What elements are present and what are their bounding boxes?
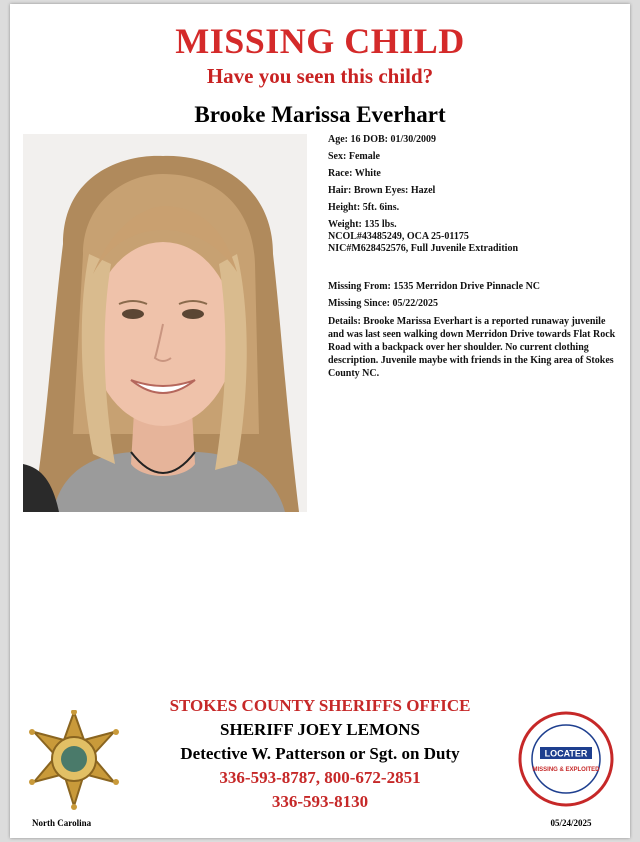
spacer <box>328 255 618 281</box>
flyer-title: MISSING CHILD <box>175 21 465 61</box>
detail-description: Details: Brooke Marissa Everhart is a reported runaway juvenile and was last seen walking down Merridon Drive towards Flat Rock Road with a backpack over her shoulder. No current clothing description. Juvenile maybe with friends in the King area of Stokes County NC. <box>328 316 616 379</box>
detective-contact: Detective W. Patterson or Sgt. on Duty <box>180 744 460 763</box>
details-panel <box>328 134 618 386</box>
detail-weight: Weight: 135 lbs. <box>328 219 397 230</box>
sheriff-badge-icon <box>26 710 122 810</box>
detail-nic: NIC#M628452576, Full Juvenile Extradition <box>328 243 519 254</box>
detail-height: Height: 5ft. 6ins. <box>328 202 400 213</box>
flyer-subtitle: Have you seen this child? <box>206 64 434 88</box>
sheriff-office: STOKES COUNTY SHERIFFS OFFICE <box>169 696 471 715</box>
phone-numbers: 336-593-8787, 800-672-2851 <box>219 768 421 787</box>
child-name: Brooke Marissa Everhart <box>194 102 446 127</box>
detail-missing-since: Missing Since: 05/22/2025 <box>328 298 439 309</box>
locater-logo-icon <box>518 711 614 807</box>
locater-title: LOCATER <box>544 748 588 759</box>
detail-age-dob: Age: 16 DOB: 01/30/2009 <box>328 134 437 145</box>
flyer-date: 05/24/2025 <box>550 818 592 828</box>
portrait-illustration <box>23 134 307 512</box>
detail-race: Race: White <box>328 168 381 179</box>
detail-hair-eyes: Hair: Brown Eyes: Hazel <box>328 185 436 196</box>
phone-number-2: 336-593-8130 <box>271 792 369 811</box>
sheriff-name: SHERIFF JOEY LEMONS <box>220 720 420 739</box>
detail-missing-from: Missing From: 1535 Merridon Drive Pinnacle NC <box>328 281 541 292</box>
locater-center: MISSING & EXPLOITED <box>532 767 600 773</box>
child-photo <box>23 134 307 512</box>
flyer-page <box>10 4 630 838</box>
state-label: North Carolina <box>32 818 92 828</box>
detail-sex: Sex: Female <box>328 151 380 162</box>
detail-ncol: NCOL#43485249, OCA 25-01175 <box>328 231 469 242</box>
